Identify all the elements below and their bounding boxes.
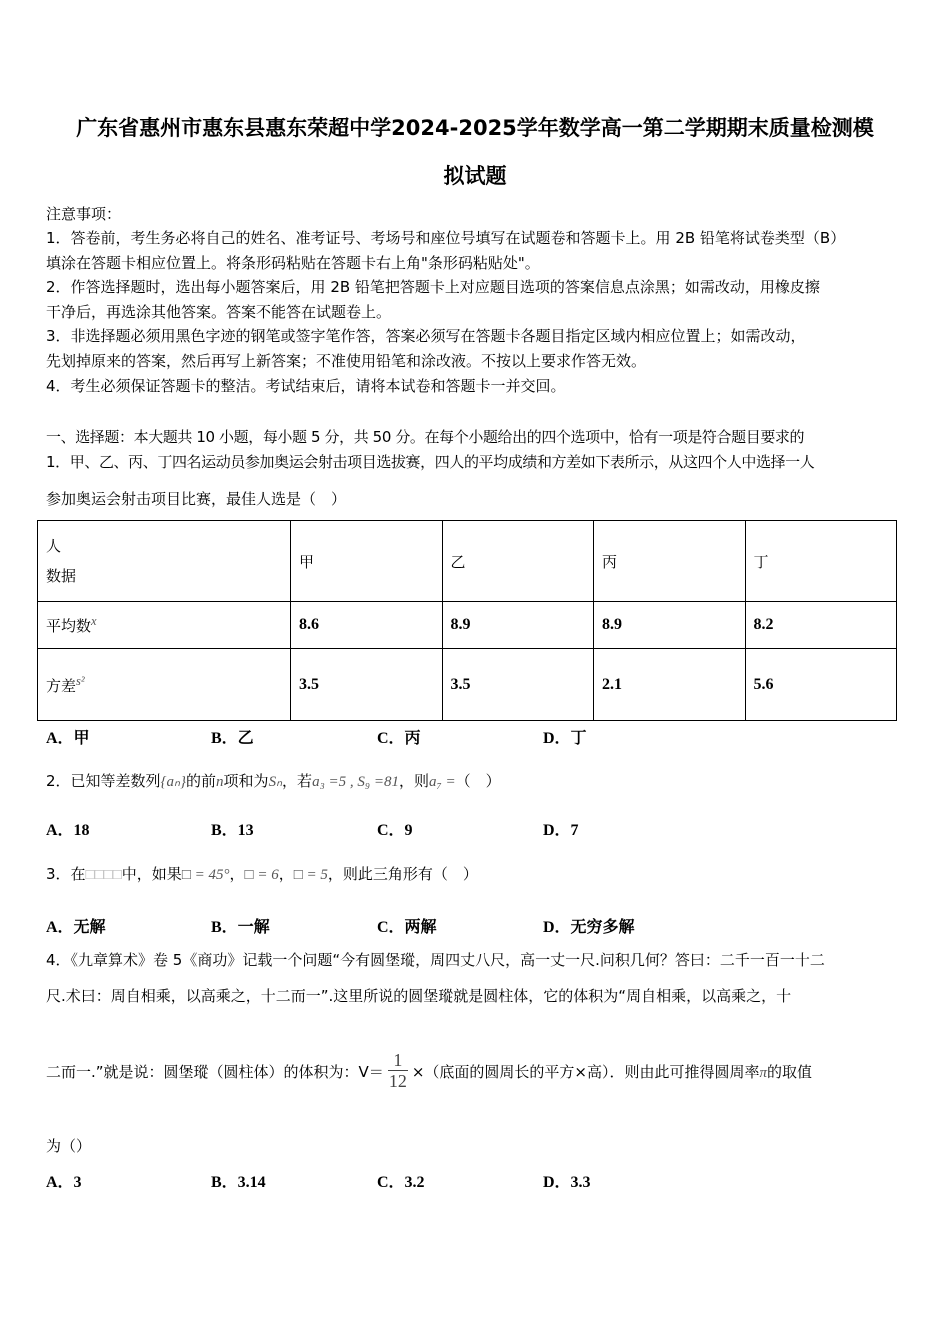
value-cell: 3.5 bbox=[291, 649, 443, 721]
text: 的取值 bbox=[766, 1063, 812, 1081]
q4-line-4: 为（） bbox=[46, 1137, 92, 1155]
math-side: □ = 6 bbox=[244, 867, 279, 883]
q1-option-d: D．丁 bbox=[543, 730, 587, 747]
text: ，若 bbox=[282, 772, 313, 790]
math-pi: π bbox=[759, 1065, 767, 1081]
q4-line-1: 4．《九章算术》卷 5《商功》记载一个问题“今有圆堡瑽，周四丈八尺，高一丈一尺.问积几何？答曰：二千一百一十二 bbox=[46, 951, 825, 969]
q1-line-2: 参加奥运会射击项目比赛，最佳人选是（ ） bbox=[46, 490, 347, 508]
q4-option-d: D．3.3 bbox=[543, 1174, 591, 1191]
math-n: n bbox=[216, 774, 224, 790]
value-cell: 8.9 bbox=[594, 602, 746, 649]
math-side: □ = 5 bbox=[293, 867, 328, 883]
value-cell: 8.2 bbox=[745, 602, 897, 649]
text: 二而一.”就是说：圆堡瑽（圆柱体）的体积为：V＝ bbox=[46, 1063, 384, 1081]
q1-option-b: B．乙 bbox=[211, 730, 254, 747]
notes-heading: 注意事项： bbox=[46, 205, 122, 223]
math-condition: a₃ =5 , S₉ =81 bbox=[312, 774, 399, 790]
value-cell: 5.6 bbox=[745, 649, 897, 721]
q2-option-a: A．18 bbox=[46, 822, 90, 839]
value-cell: 2.1 bbox=[594, 649, 746, 721]
table-row bbox=[38, 649, 897, 721]
q3-option-c: C．两解 bbox=[377, 919, 437, 936]
mean-symbol: x bbox=[91, 614, 97, 628]
q4-line-2: 尺.术曰：周自相乘，以高乘之，十二而一”.这里所说的圆堡瑽就是圆柱体，它的体积为“周自相乘，以高乘之，十 bbox=[46, 987, 792, 1005]
math-sn: Sₙ bbox=[268, 774, 283, 790]
q2-option-d: D．7 bbox=[543, 822, 579, 839]
note-line: 1．答卷前，考生务必将自己的姓名、准考证号、考场号和座位号填写在试题卷和答题卡上。用 2B 铅笔将试卷类型（B） bbox=[46, 229, 846, 247]
text: 3．在 bbox=[46, 865, 86, 883]
header-cell: 丁 bbox=[745, 521, 897, 602]
fraction-1-12 bbox=[388, 1050, 408, 1091]
q4-option-b: B．3.14 bbox=[211, 1174, 266, 1191]
text: ×（底面的圆周长的平方×高）．则由此可推得圆周率 bbox=[411, 1063, 760, 1081]
math-a7: a₇ = bbox=[429, 774, 456, 790]
corner-bottom: 数据 bbox=[46, 567, 77, 585]
note-line: 先划掉原来的答案，然后再写上新答案；不准使用铅笔和涂改液。不按以上要求作答无效。 bbox=[46, 352, 647, 370]
text: 项和为 bbox=[223, 772, 269, 790]
text: ， bbox=[229, 865, 245, 883]
q1-option-a: A．甲 bbox=[46, 730, 90, 747]
table-row bbox=[38, 602, 897, 649]
note-line: 干净后，再选涂其他答案。答案不能答在试题卷上。 bbox=[46, 303, 392, 321]
text: ， bbox=[278, 865, 294, 883]
value-cell: 8.6 bbox=[291, 602, 443, 649]
title-line-1: 广东省惠州市惠东县惠东荣超中学2024-2025学年数学高一第二学期期末质量检测模 bbox=[76, 116, 874, 140]
title-line-2: 拟试题 bbox=[443, 164, 507, 188]
q4-option-a: A．3 bbox=[46, 1174, 82, 1191]
math-angle: □ = 45° bbox=[181, 867, 230, 883]
q1-option-c: C．丙 bbox=[377, 730, 421, 747]
denominator: 12 bbox=[388, 1071, 407, 1091]
text: （ ） bbox=[455, 772, 501, 790]
math-an: {aₙ} bbox=[160, 774, 187, 790]
row-label: 方差 bbox=[46, 676, 77, 695]
q3-option-a: A．无解 bbox=[46, 919, 106, 936]
q2-option-c: C．9 bbox=[377, 822, 413, 839]
q3-option-b: B．一解 bbox=[211, 919, 270, 936]
header-cell: 甲 bbox=[291, 521, 443, 602]
text: 2．已知等差数列 bbox=[46, 772, 161, 790]
math-triangle: □□□□ bbox=[85, 867, 122, 883]
header-cell: 乙 bbox=[442, 521, 594, 602]
row-label: 平均数 bbox=[46, 617, 92, 635]
q2-option-b: B．13 bbox=[211, 822, 254, 839]
q3-stem bbox=[46, 863, 478, 884]
numerator: 1 bbox=[393, 1050, 403, 1070]
value-cell: 8.9 bbox=[442, 602, 594, 649]
note-line: 填涂在答题卡相应位置上。将条形码粘贴在答题卡右上角"条形码粘贴处"。 bbox=[46, 254, 540, 272]
text: ，则此三角形有（ ） bbox=[327, 865, 478, 883]
q2-stem bbox=[46, 770, 501, 791]
note-line: 3．非选择题必须用黑色字迹的钢笔或签字笔作答，答案必须写在答题卡各题目指定区域内相应位置上；如需改动， bbox=[46, 327, 806, 345]
q3-option-d: D．无穷多解 bbox=[543, 919, 635, 936]
q1-line-1: 1．甲、乙、丙、丁四名运动员参加奥运会射击项目选拔赛，四人的平均成绩和方差如下表所示，从这四个人中选择一人 bbox=[46, 453, 815, 471]
value-cell: 3.5 bbox=[442, 649, 594, 721]
note-line: 4．考生必须保证答题卡的整洁。考试结束后，请将本试卷和答题卡一并交回。 bbox=[46, 377, 566, 395]
q4-line-3 bbox=[46, 1050, 812, 1095]
header-cell: 丙 bbox=[594, 521, 746, 602]
text: ，则 bbox=[399, 772, 430, 790]
corner-top: 人 bbox=[46, 537, 62, 555]
text: 中，如果 bbox=[121, 865, 182, 883]
variance-symbol: s² bbox=[76, 673, 85, 688]
section-heading: 一、选择题：本大题共 10 小题，每小题 5 分，共 50 分。在每个小题给出的四个选项中，恰有一项是符合题目要求的 bbox=[46, 428, 805, 446]
note-line: 2．作答选择题时，选出每小题答案后，用 2B 铅笔把答题卡上对应题目选项的答案信息点涂黑；如需改动，用橡皮擦 bbox=[46, 278, 820, 296]
q4-option-c: C．3.2 bbox=[377, 1174, 425, 1191]
q1-table bbox=[37, 520, 897, 721]
text: 的前 bbox=[186, 772, 217, 790]
